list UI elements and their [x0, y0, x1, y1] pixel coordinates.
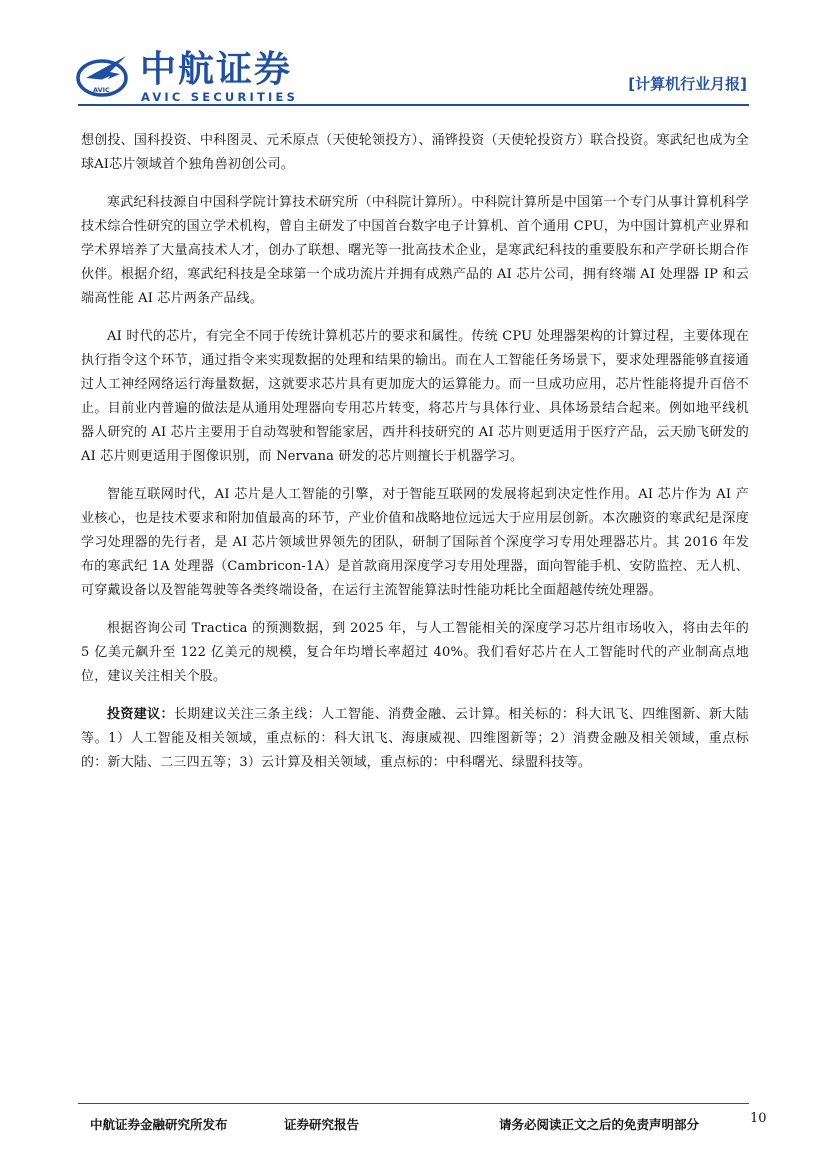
logo-english-name: AVIC SECURITIES: [141, 90, 299, 104]
logo-chinese-name: 中航证券: [140, 49, 293, 90]
footer-divider: [78, 1103, 749, 1104]
report-type-label: [计算机行业月报]: [628, 75, 747, 93]
body-paragraph: 根据咨询公司 Tractica 的预测数据，到 2025 年，与人工智能相关的深度学习芯片组市场收入，将由去年的 5 亿美元飙升至 122 亿美元的规模，复合年均增长率超过 40%。我们看好芯片在人工智能时代的产业制高点地位，建议关注相关个股。: [81, 621, 749, 684]
avic-logo-icon: [76, 50, 134, 100]
header-divider: [78, 104, 749, 106]
investment-advice-text: 长期建议关注三条主线：人工智能、消费金融、云计算。相关标的：科大讯飞、四维图新、新大陆等。1）人工智能及相关领域，重点标的：科大讯飞、海康威视、四维图新等；2）消费金融及相关领域，重点标的：新大陆、二三四五等；3）云计算及相关领域，重点标的：中科曙光、绿盟科技等。: [81, 707, 749, 770]
svg-text:AVIC: AVIC: [93, 86, 110, 94]
footer-report-label: 证券研究报告: [284, 1117, 360, 1132]
body-paragraph: 智能互联网时代，AI 芯片是人工智能的引擎，对于智能互联网的发展将起到决定性作用。AI 芯片作为 AI 产业核心，也是技术要求和附加值最高的环节，产业价值和战略地位远远大于应用层创新。本次融资的寒武纪是深度学习处理器的先行者，是 AI 芯片领域世界领先的团队，研制了国际首个深度学习专用处理器芯片。其 2016 年发布的寒武纪 1A 处理器（Cambricon-1A）是首款商用深度学习专用处理器，面向智能手机、安防监控、无人机、可穿戴设备以及智能驾驶等各类终端设备，在运行主流智能算法时性能功耗比全面超越传统处理器。: [81, 487, 749, 598]
footer-disclaimer: 请务必阅读正文之后的免责声明部分: [499, 1117, 700, 1132]
report-body: [81, 129, 749, 789]
page-number: 10: [750, 1111, 767, 1126]
page-header: [0, 0, 827, 110]
body-paragraph: 想创投、国科投资、中科图灵、元禾原点（天使轮领投方）、涌铧投资（天使轮投资方）联合投资。寒武纪也成为全球AI芯片领域首个独角兽初创公司。: [81, 133, 749, 172]
body-paragraph: AI 时代的芯片，有完全不同于传统计算机芯片的要求和属性。传统 CPU 处理器架构的计算过程，主要体现在执行指令这个环节，通过指令来实现数据的处理和结果的输出。而在人工智能任务场景下，要求处理器能够直接通过人工神经网络运行海量数据，这就要求芯片具有更加庞大的运算能力。而一旦成功应用，芯片性能将提升百倍不止。目前业内普遍的做法是从通用处理器向专用芯片转变，将芯片与具体行业、具体场景结合起来。例如地平线机器人研究的 AI 芯片主要用于自动驾驶和智能家居，西井科技研究的 AI 芯片则更适用于医疗产品，云天励飞研发的 AI 芯片则更适用于图像识别，而 Nervana 研发的芯片则擅长于机器学习。: [81, 329, 749, 464]
body-paragraph: 寒武纪科技源自中国科学院计算技术研究所（中科院计算所）。中科院计算所是中国第一个专门从事计算机科学技术综合性研究的国立学术机构，曾自主研发了中国首台数字电子计算机、首个通用 CPU，为中国计算机产业界和学术界培养了大量高技术人才，创办了联想、曙光等一批高技术企业，是寒武纪科技的重要股东和产学研长期合作伙伴。根据介绍，寒武纪科技是全球第一个成功流片并拥有成熟产品的 AI 芯片公司，拥有终端 AI 处理器 IP 和云端高性能 AI 芯片两条产品线。: [81, 195, 749, 306]
page-footer: [0, 1111, 827, 1145]
footer-publisher: 中航证券金融研究所发布: [90, 1117, 228, 1132]
investment-advice-lead: 投资建议：: [107, 707, 174, 722]
investment-advice-paragraph: [81, 703, 749, 775]
